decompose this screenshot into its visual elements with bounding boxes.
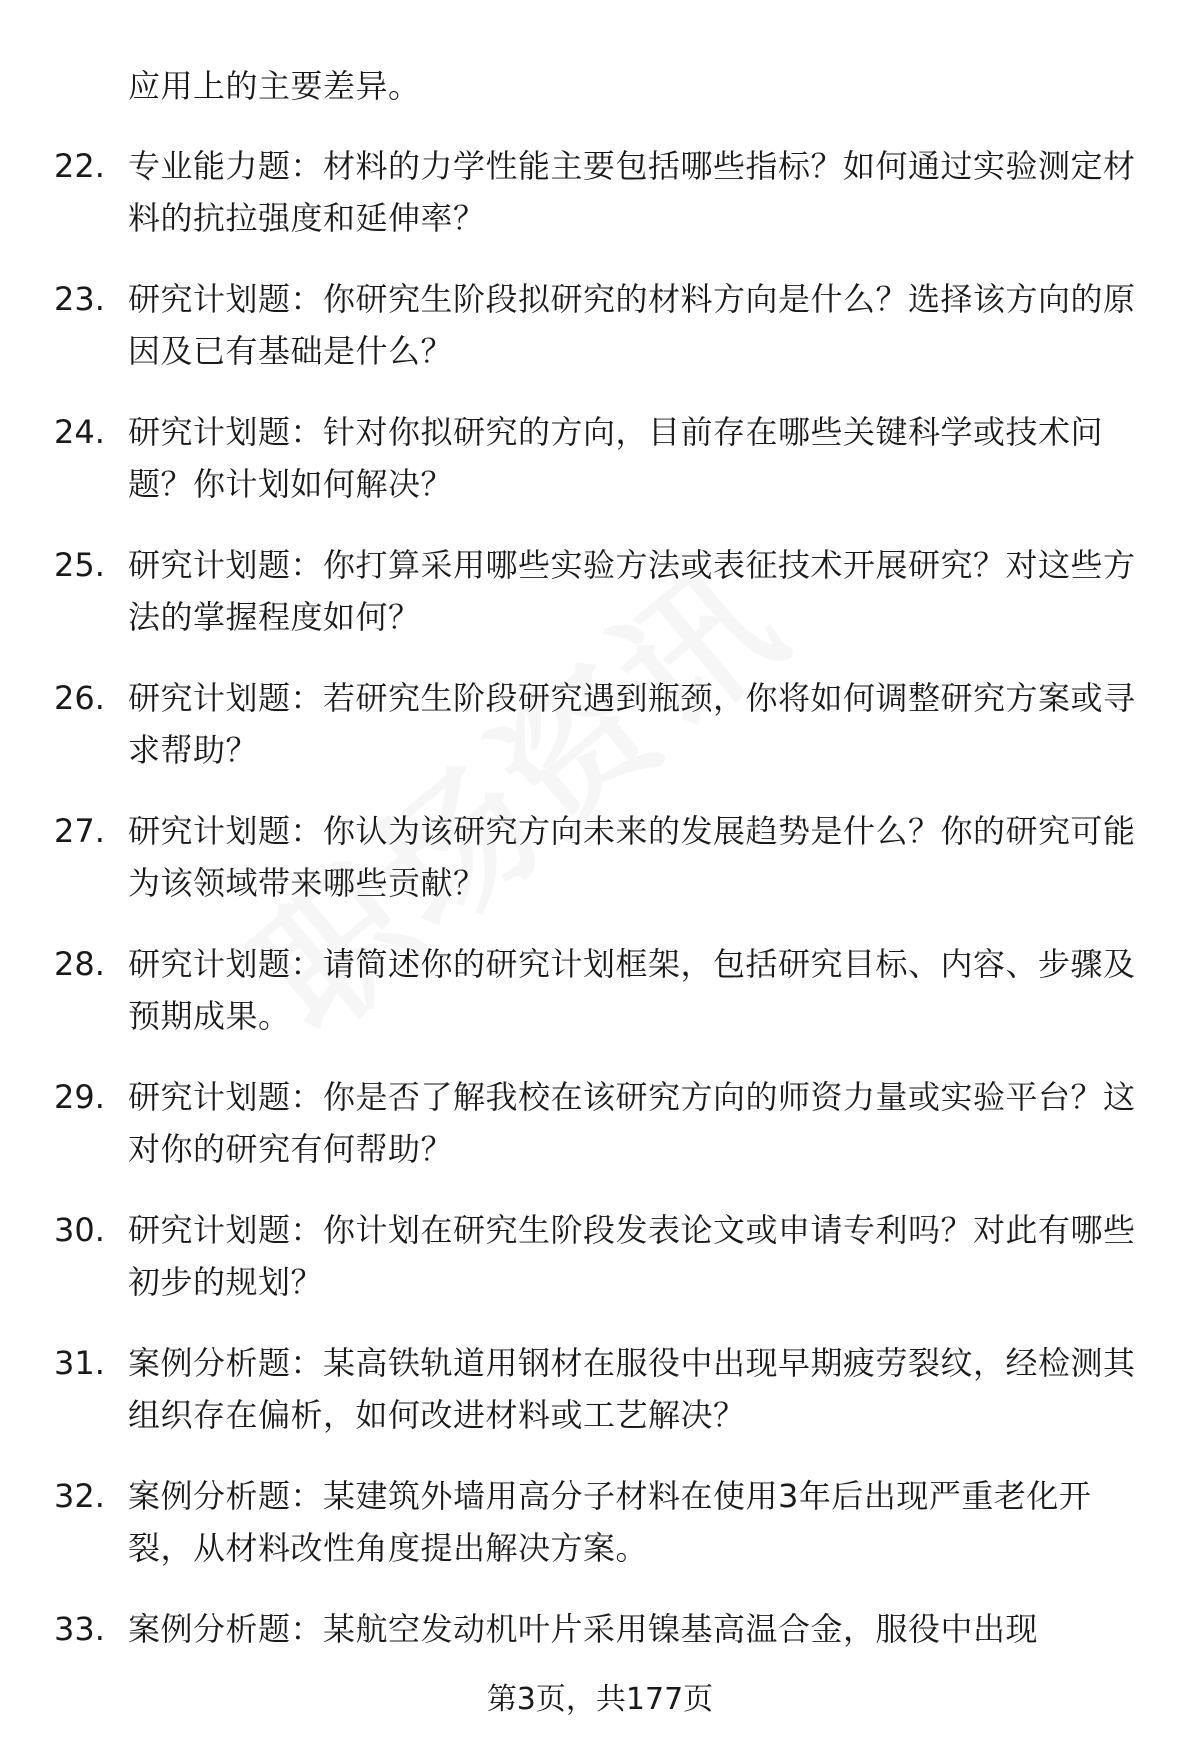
question-number: 32. (54, 1477, 105, 1515)
question-item (0, 1071, 1200, 1204)
question-item (0, 1470, 1200, 1603)
question-text: 研究计划题：你研究生阶段拟研究的材料方向是什么？选择该方向的原因及已有基础是什么？ (128, 280, 1136, 370)
continuation-text: 应用上的主要差异。 (128, 67, 421, 105)
question-number: 25. (54, 546, 105, 584)
question-text: 案例分析题：某建筑外墙用高分子材料在使用3年后出现严重老化开裂，从材料改性角度提出解决方案。 (128, 1477, 1092, 1567)
question-number: 26. (54, 679, 105, 717)
question-text: 研究计划题：你打算采用哪些实验方法或表征技术开展研究？对这些方法的掌握程度如何？ (128, 546, 1136, 636)
question-item (0, 672, 1200, 805)
question-text: 研究计划题：请简述你的研究计划框架，包括研究目标、内容、步骤及预期成果。 (128, 945, 1136, 1035)
question-number: 30. (54, 1211, 105, 1249)
question-number: 28. (54, 945, 105, 983)
question-number: 24. (54, 413, 105, 451)
question-text: 研究计划题：你计划在研究生阶段发表论文或申请专利吗？对此有哪些初步的规划？ (128, 1211, 1136, 1301)
question-item (0, 273, 1200, 406)
question-list (0, 140, 1200, 1736)
question-item (0, 1204, 1200, 1337)
question-text: 研究计划题：针对你拟研究的方向，目前存在哪些关键科学或技术问题？你计划如何解决？ (128, 413, 1104, 503)
question-text: 研究计划题：若研究生阶段研究遇到瓶颈，你将如何调整研究方案或寻求帮助？ (128, 679, 1136, 769)
question-number: 31. (54, 1344, 105, 1382)
question-number: 27. (54, 812, 105, 850)
question-text: 专业能力题：材料的力学性能主要包括哪些指标？如何通过实验测定材料的抗拉强度和延伸率？ (128, 147, 1136, 237)
question-item (0, 406, 1200, 539)
question-item (0, 938, 1200, 1071)
question-number: 23. (54, 280, 105, 318)
question-text: 案例分析题：某航空发动机叶片采用镍基高温合金，服役中出现 (128, 1610, 1039, 1648)
question-item (0, 539, 1200, 672)
question-item (0, 805, 1200, 938)
question-text: 案例分析题：某高铁轨道用钢材在服役中出现早期疲劳裂纹，经检测其组织存在偏析，如何改进材料或工艺解决？ (128, 1344, 1136, 1434)
question-number: 33. (54, 1610, 105, 1648)
question-item (0, 140, 1200, 273)
question-text: 研究计划题：你是否了解我校在该研究方向的师资力量或实验平台？这对你的研究有何帮助？ (128, 1078, 1136, 1168)
question-text: 研究计划题：你认为该研究方向未来的发展趋势是什么？你的研究可能为该领域带来哪些贡献？ (128, 812, 1136, 902)
page-footer: 第3页，共177页 (486, 1682, 714, 1717)
question-number: 22. (54, 147, 105, 185)
question-item (0, 1337, 1200, 1470)
question-number: 29. (54, 1078, 105, 1116)
